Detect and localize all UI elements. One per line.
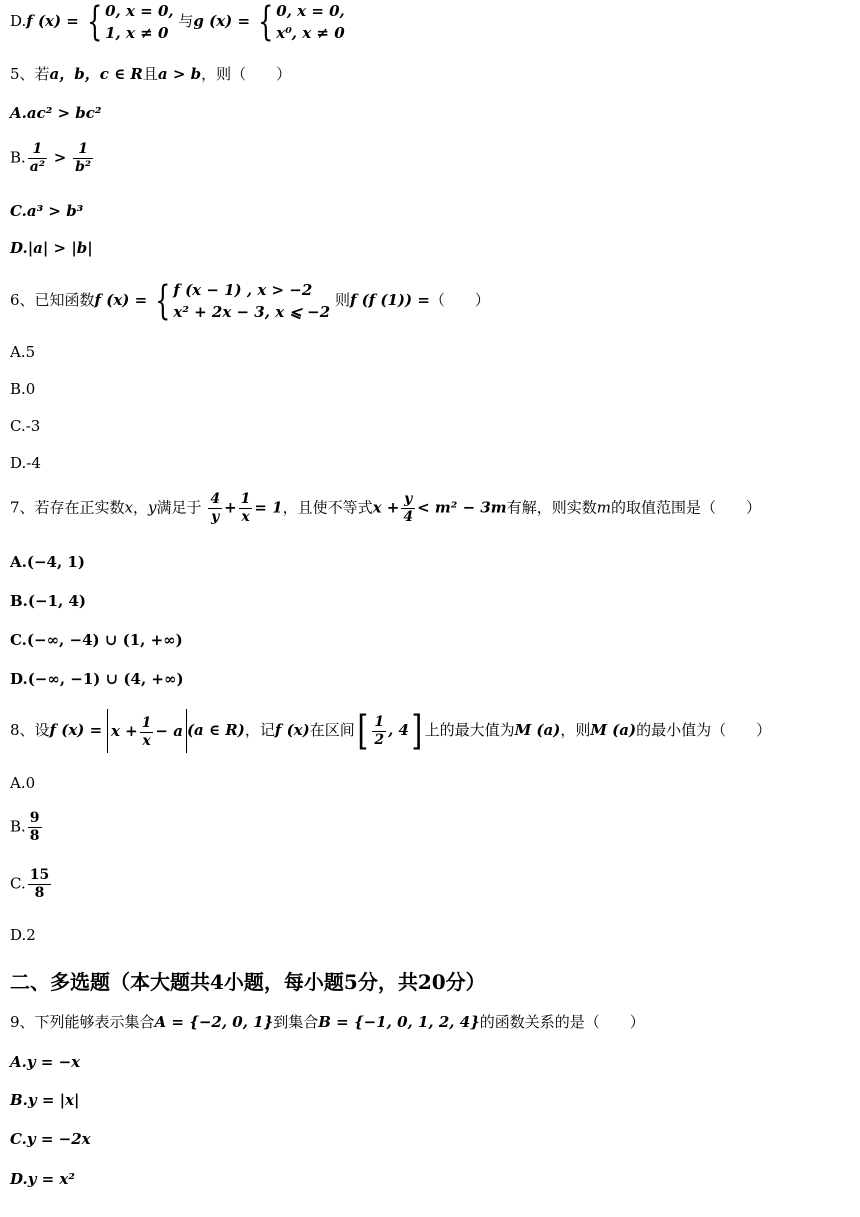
fraction: $\frac{1}{x}$	[240, 491, 251, 525]
fraction: $\frac{1}{2}$	[374, 713, 385, 748]
case-2: 1, x ≠ 0	[105, 24, 169, 42]
q5-option-c: C.a³ > b³	[10, 202, 84, 220]
q6-option-b: B.0	[10, 380, 36, 398]
q8-option-a: A.0	[10, 774, 36, 792]
q9-option-a: A.y = −x	[10, 1053, 81, 1071]
fraction: $\frac{4}{y}$	[210, 491, 221, 525]
fraction: $\frac{1}{\text{b²}}$	[75, 141, 92, 175]
q7-option-a: A.(−4, 1)	[10, 553, 85, 571]
absolute-value: x + $\frac{1}{x}$ − a	[107, 709, 187, 753]
q8-option-d: D.2	[10, 926, 36, 944]
q6-option-a: A.5	[10, 343, 36, 361]
fraction: $\frac{15}{8}$	[29, 867, 50, 901]
piecewise-f: { f (x − 1) , x > −2 x² + 2x − 3, x ⩽ −2	[155, 278, 331, 324]
fraction: $\frac{1}{\text{a²}}$	[29, 141, 45, 175]
option-label: D.	[10, 12, 27, 30]
piecewise-f: { 0, x = 0, 1, x ≠ 0	[86, 0, 174, 45]
fraction: $\frac{y}{4}$	[403, 491, 414, 525]
q9-stem: 9、下列能够表示集合A = {−2, 0, 1}到集合B = {−1, 0, 1, 2, 4}的函数关系的是（ ）	[10, 1013, 645, 1031]
q5-stem: 5、若a，b，c ∈ R且a > b，则（ ）	[10, 65, 292, 83]
fraction: $\frac{9}{8}$	[29, 810, 40, 844]
q8-option-b: B. $\frac{9}{8}$	[10, 810, 40, 844]
q6-stem: 6、已知函数f (x) = { f (x − 1) , x > −2 x² + 2x − 3, x ⩽ −2 则f (f (1)) =（ ）	[10, 278, 490, 324]
q7-option-d: D.(−∞, −1) ∪ (4, +∞)	[10, 670, 184, 688]
section-heading: 二、多选题（本大题共4小题，每小题5分，共20分）	[10, 970, 486, 994]
q9-option-b: B.y = |x|	[10, 1091, 80, 1109]
case-1: 0, x = 0,	[276, 2, 345, 20]
q7-option-b: B.(−1, 4)	[10, 592, 86, 610]
q5-option-a: A.ac² > bc²	[10, 104, 102, 122]
case-1: 0, x = 0,	[105, 2, 174, 20]
case-2: x⁰, x ≠ 0	[276, 24, 345, 42]
q6-option-c: C.-3	[10, 417, 41, 435]
piecewise-g: { 0, x = 0, x⁰, x ≠ 0	[257, 0, 345, 45]
case-1: f (x − 1) , x > −2	[173, 281, 313, 299]
math-f: f (x) =	[26, 12, 79, 30]
q9-option-d: D.y = x²	[10, 1170, 75, 1188]
case-2: x² + 2x − 3, x ⩽ −2	[173, 303, 331, 321]
q5-option-d: D.|a| > |b|	[10, 239, 93, 257]
q5-option-b: B. $\frac{1}{\text{a²}}$ > $\frac{1}{\text{b²}}$	[10, 141, 92, 175]
conjunction: 与	[178, 12, 194, 30]
q9-option-c: C.y = −2x	[10, 1130, 91, 1148]
q6-option-d: D.-4	[10, 454, 41, 472]
math-g: g (x) =	[193, 12, 251, 30]
q7-stem: 7、若存在正实数x，y满足于 $\frac{4}{y}$ + $\frac{1}{x}$ = 1，且使不等式x + $\frac{y}{4}$ < m² − 3m有解，则实数m的取值范围是（ ）	[10, 491, 761, 525]
q7-option-c: C.(−∞, −4) ∪ (1, +∞)	[10, 631, 183, 649]
q8-option-c: C. $\frac{15}{8}$	[10, 867, 50, 901]
q8-stem: 8、设f (x) = x + $\frac{1}{x}$ − a (a ∈ R)，记f (x)在区间[ $\frac{1}{2}$ , 4] 上的最大值为M (a)，则M (a)的最小值为（ ）	[10, 708, 772, 754]
q4-option-d	[10, 0, 345, 44]
